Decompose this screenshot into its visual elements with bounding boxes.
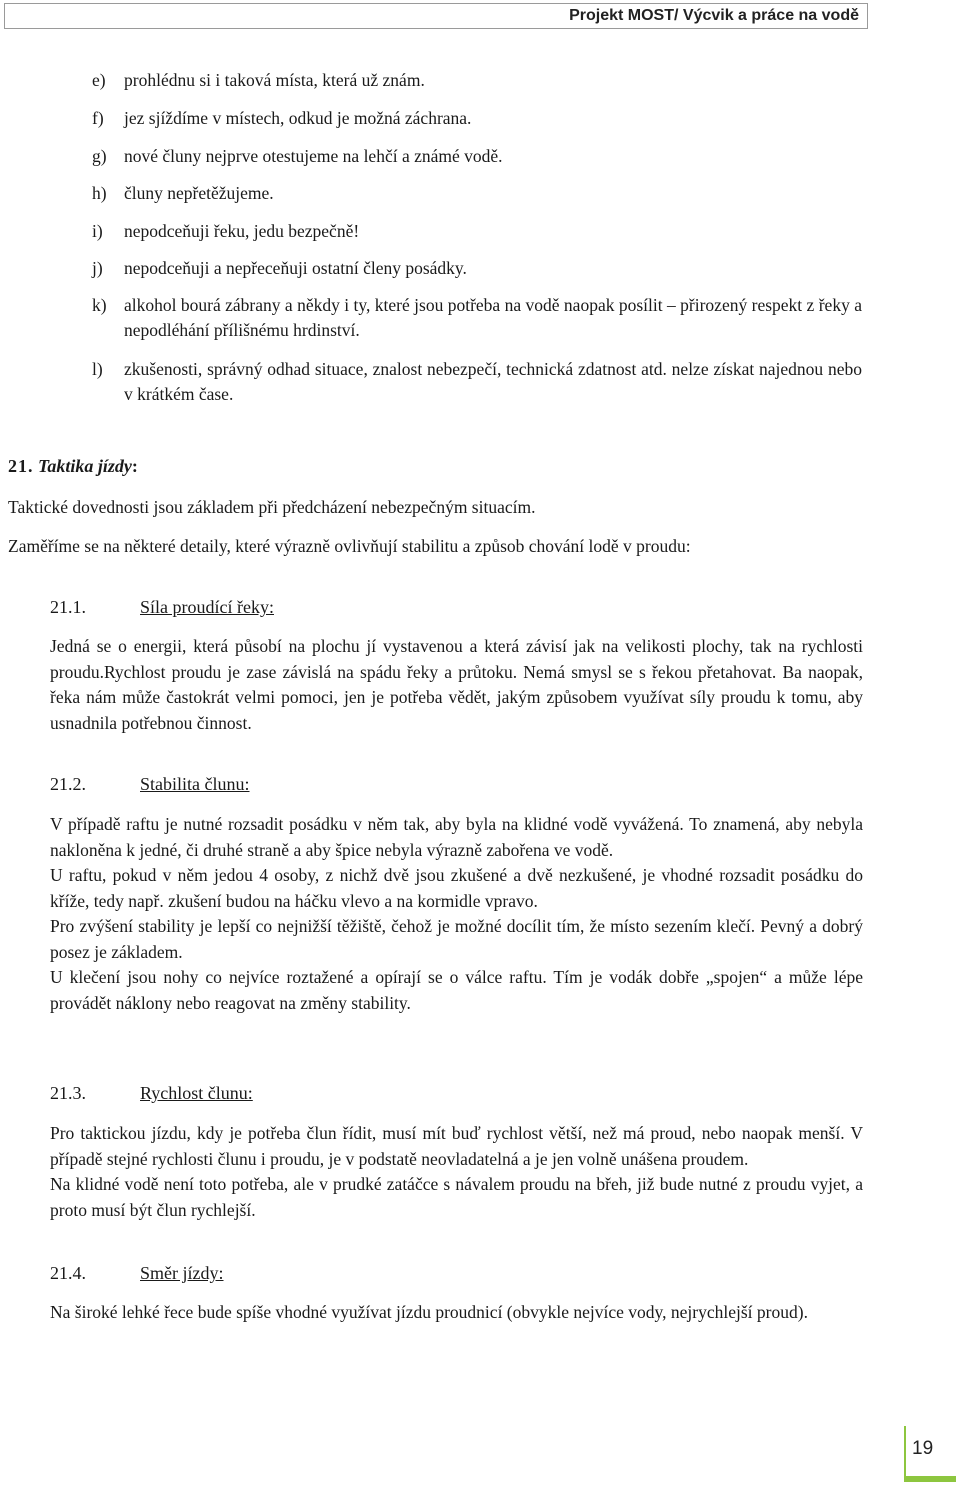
paragraph: Na klidné vodě není toto potřeba, ale v prudké zatáčce s návalem proudu na břeh, již bude nutné z proudu vyjet, a proto musí být člun rychlejší.: [50, 1174, 863, 1220]
subsection-title: Rychlost člunu:: [140, 1083, 253, 1103]
list-item: [92, 219, 862, 244]
list-item: [92, 106, 862, 131]
list-item-label: k): [92, 295, 107, 315]
list-item-label: i): [92, 221, 103, 241]
list-item-text: prohlédnu si i taková místa, která už znám.: [124, 70, 425, 90]
list-item: [92, 181, 862, 206]
list-item: [92, 357, 862, 407]
list-item: [92, 144, 862, 169]
list-item-text: nepodceňuji řeku, jedu bezpečně!: [124, 221, 360, 241]
subsection-heading: [50, 1263, 224, 1284]
subsection-title: Směr jízdy:: [140, 1263, 224, 1283]
subsection-number: 21.4.: [50, 1263, 86, 1283]
subsection-body: [50, 634, 863, 736]
paragraph: U raftu, pokud v něm jedou 4 osoby, z nichž dvě jsou zkušené a dvě nezkušené, je vhodné rozsadit posádku do kříže, tedy např. zkušení budou na háčku vlevo a na kormidle vpravo.: [50, 865, 863, 911]
subsection-title: Stabilita člunu:: [140, 774, 250, 794]
paragraph: Pro taktickou jízdu, kdy je potřeba člun řídit, musí mít buď rychlost větší, než má proud, nebo naopak menší. V případě stejné rychlosti člunu i proudu, je v podstatě neovladatelná a je jen volně unášena proudem.: [50, 1123, 863, 1169]
list-item-label: l): [92, 359, 103, 379]
list-item-text: alkohol bourá zábrany a někdy i ty, které jsou potřeba na vodě naopak posílit – přirozený respekt z řeky a nepodléhání přílišnému hrdinství.: [124, 295, 862, 340]
subsection-number: 21.3.: [50, 1083, 86, 1103]
paragraph: Na široké lehké řece bude spíše vhodné využívat jízdu proudnicí (obvykle nejvíce vody, nejrychlejší proud).: [50, 1302, 808, 1322]
header-title: Projekt MOST/ Výcvik a práce na vodě: [569, 7, 859, 24]
subsection-body: [50, 812, 863, 1016]
list-item-label: e): [92, 70, 106, 90]
subsection-heading: [50, 597, 274, 618]
section-title: Taktika jízdy: [38, 456, 132, 476]
list-item-label: g): [92, 146, 107, 166]
section-heading: [8, 456, 138, 477]
paragraph: V případě raftu je nutné rozsadit posádku v něm tak, aby byla na klidné vodě vyvážená. To znamená, aby nebyla nakloněna k jedné, či druhé straně a aby špice nebyla výrazně zabořena ve vodě.: [50, 814, 863, 860]
list-item-text: nové čluny nejprve otestujeme na lehčí a známé vodě.: [124, 146, 503, 166]
subsection-title: Síla proudící řeky:: [140, 597, 274, 617]
list-item-text: zkušenosti, správný odhad situace, znalost nebezpečí, technická zdatnost atd. nelze získat najednou nebo v krátkém čase.: [124, 359, 862, 404]
page-header: [4, 3, 868, 29]
list-item-text: nepodceňuji a nepřeceňuji ostatní členy posádky.: [124, 258, 467, 278]
list-item-label: f): [92, 108, 104, 128]
list-item-text: jez sjíždíme v místech, odkud je možná záchrana.: [124, 108, 472, 128]
page-number-accent-line: [904, 1426, 906, 1482]
list-item-text: čluny nepřetěžujeme.: [124, 183, 274, 203]
paragraph: U klečení jsou nohy co nejvíce roztažené a opírají se o válce raftu. Tím je vodák dobře „spojen“ a může lépe provádět náklony nebo reagovat na změny stability.: [50, 967, 863, 1013]
list-item: [92, 293, 862, 343]
subsection-heading: [50, 774, 250, 795]
subsection-number: 21.1.: [50, 597, 86, 617]
list-item: [92, 68, 862, 93]
paragraph: Pro zvýšení stability je lepší co nejnižší těžiště, čehož je možné docílit tím, že místo sezením klečí. Pevný a dobrý posez je základem.: [50, 916, 863, 962]
page-number-box: [904, 1426, 956, 1482]
subsection-body: [50, 1121, 863, 1223]
page-number: 19: [912, 1438, 934, 1459]
subsection-heading: [50, 1083, 253, 1104]
section-colon: :: [131, 456, 138, 476]
section-intro-1: Taktické dovednosti jsou základem při předcházení nebezpečným situacím.: [8, 497, 536, 517]
subsection-number: 21.2.: [50, 774, 86, 794]
paragraph: Jedná se o energii, která působí na plochu jí vystavenou a která závisí jak na velikosti plochy, tak na rychlosti proudu.Rychlost proudu je zase závislá na spádu řeky a průtoku. Nemá smysl se s řekou přetahovat. Ba naopak, řeka nám může častokrát velmi pomoci, jen je potřeba vědět, jakým způsobem využívat síly proudu k tomu, aby usnadnila potřebnou činnost.: [50, 636, 863, 733]
section-number: 21.: [8, 456, 34, 476]
list-item-label: h): [92, 183, 107, 203]
subsection-body: [50, 1300, 863, 1326]
section-intro-2: Zaměříme se na některé detaily, které výrazně ovlivňují stabilitu a způsob chování lodě v proudu:: [8, 536, 691, 556]
page-number-accent-bar: [904, 1476, 956, 1482]
list-item: [92, 256, 862, 281]
list-item-label: j): [92, 258, 103, 278]
